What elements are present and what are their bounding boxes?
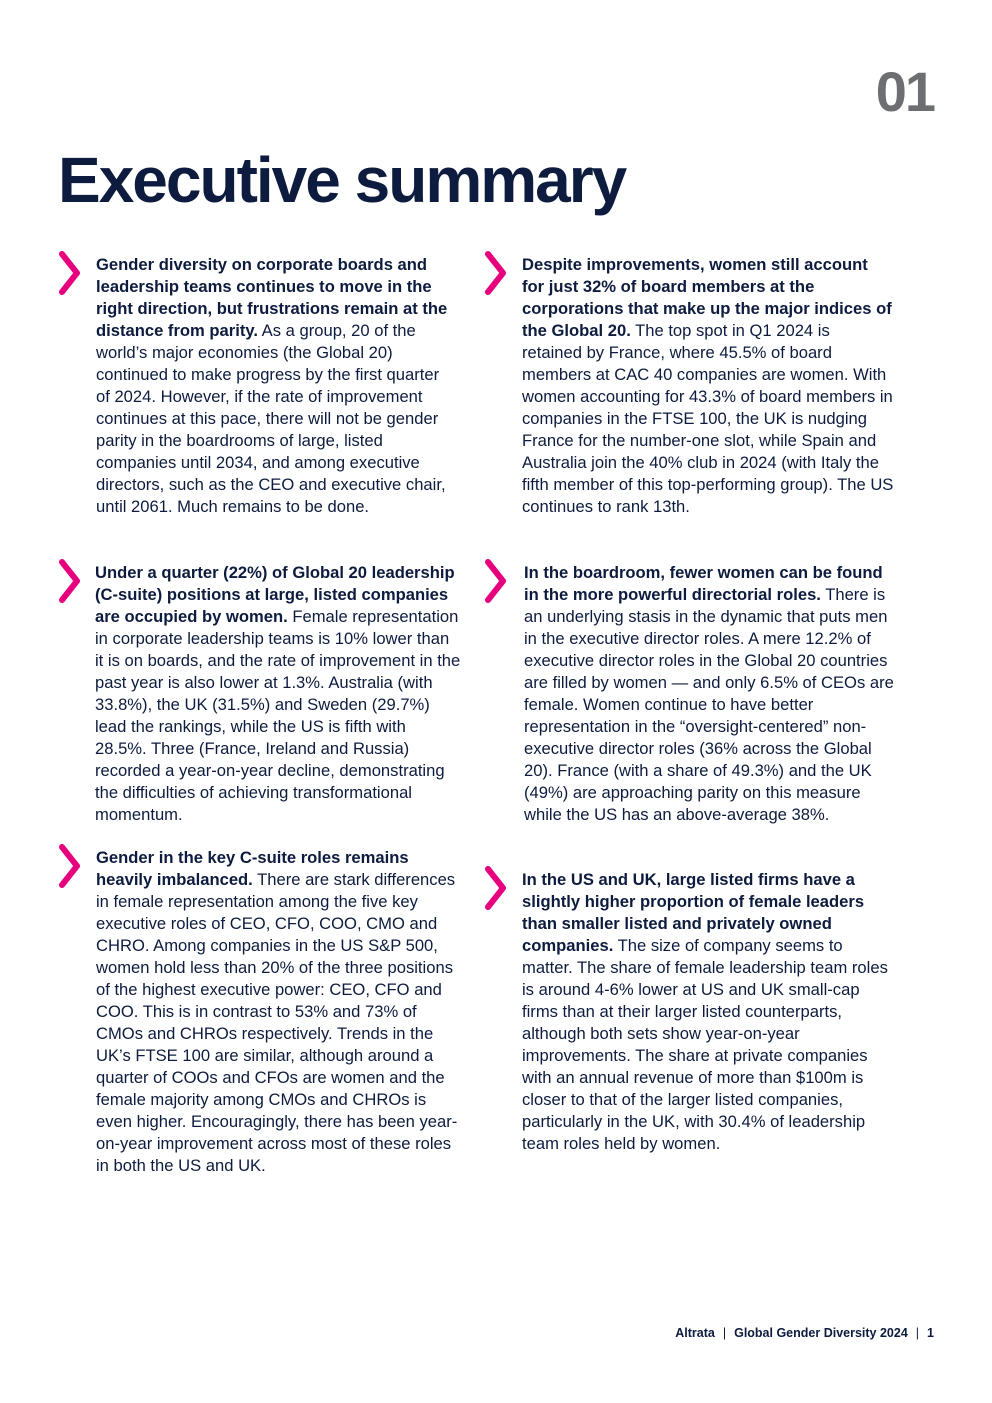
summary-item-board-share [484, 250, 894, 518]
summary-body: The top spot in Q1 2024 is retained by France, where 45.5% of board members at CAC 40 companies are women. With women accounting for 43.3% of board members in companies in the FTSE 100, the UK is nudging France for the number-one slot, while Spain and Australia join the 40% club in 2024 (with Italy the fifth member of this top-performing group). The US continues to rank 13th. [522, 321, 894, 516]
summary-lead: Under a quarter (22%) of Global 20 leadership (C-suite) positions at large, listed companies are occupied by women. [95, 563, 455, 626]
footer-separator: | [722, 1326, 727, 1340]
summary-item-csuite-roles [58, 843, 458, 1177]
chevron-right-icon [58, 250, 82, 296]
summary-body: As a group, 20 of the world’s major economies (the Global 20) continued to make progress by the first quarter of 2024. However, if the rate of improvement continues at this pace, there will not be gender parity in the boardrooms of large, listed companies until 2034, and among executive directors, such as the CEO and executive chair, until 2061. Much remains to be done. [96, 321, 446, 516]
summary-lead: In the US and UK, large listed firms have a slightly higher proportion of female leaders than smaller listed and privately owned companies. [522, 870, 865, 955]
page-title: Executive summary [58, 144, 626, 216]
chevron-right-icon [58, 843, 82, 889]
summary-lead: Gender in the key C-suite roles remains heavily imbalanced. [96, 848, 409, 889]
summary-paragraph [96, 843, 458, 1177]
summary-paragraph [522, 865, 894, 1155]
chevron-right-icon [484, 865, 508, 911]
chevron-right-icon [484, 558, 508, 604]
summary-lead: Gender diversity on corporate boards and leadership teams continues to move in the right direction, but frustrations remain at the distance from parity. [96, 255, 448, 340]
summary-body: Female representation in corporate leadership teams is 10% lower than it is on boards, and the rate of improvement in the past year is also lower at 1.3%. Australia (with 33.8%), the UK (31.5%) and Sweden (29.7%) lead the rankings, while the US is fifth with 28.5%. Three (France, Ireland and Russia) recorded a year-on-year decline, demonstrating the difficulties of achieving transformational momentum. [95, 607, 461, 824]
summary-item-csuite-share [58, 558, 462, 826]
chevron-right-icon [58, 558, 82, 604]
summary-body: There is an underlying stasis in the dynamic that puts men in the executive director roles. A mere 12.2% of executive director roles in the Global 20 countries are filled by women — and only 6.5% of CEOs are female. Women continue to have better representation in the “oversight-centered” non-executive director roles (36% across the Global 20). France (with a share of 49.3%) and the UK (49%) are approaching parity on this measure while the US has an above-average 38%. [524, 585, 894, 824]
summary-item-board-diversity [58, 250, 448, 518]
summary-lead: Despite improvements, women still account for just 32% of board members at the corporations that make up the major indices of the Global 20. [522, 255, 892, 340]
page-footer [675, 1326, 934, 1340]
summary-lead: In the boardroom, fewer women can be found in the more powerful directorial roles. [524, 563, 883, 604]
summary-item-company-size [484, 865, 894, 1155]
footer-brand: Altrata [675, 1326, 715, 1340]
footer-separator: | [915, 1326, 920, 1340]
summary-paragraph [524, 558, 900, 826]
footer-publication: Global Gender Diversity 2024 [734, 1326, 908, 1340]
summary-paragraph [522, 250, 894, 518]
summary-paragraph [96, 250, 448, 518]
chevron-right-icon [484, 250, 508, 296]
summary-paragraph [95, 558, 462, 826]
footer-page-number: 1 [927, 1326, 934, 1340]
section-number: 01 [875, 60, 934, 123]
summary-body: The size of company seems to matter. The share of female leadership team roles is around 4-6% lower at US and UK small-cap firms than at their larger listed counterparts, although both sets show year-on-year improvements. The share at private companies with an annual revenue of more than $100m is closer to that of the larger listed companies, particularly in the UK, with 30.4% of leadership team roles held by women. [522, 936, 888, 1153]
summary-body: There are stark differences in female representation among the five key executive roles of CEO, CFO, COO, CMO and CHRO. Among companies in the US S&P 500, women hold less than 20% of the three positions of the highest executive power: CEO, CFO and COO. This is in contrast to 53% and 73% of CMOs and CHROs respectively. Trends in the UK’s FTSE 100 are similar, although around a quarter of COOs and CFOs are women and the female majority among CMOs and CHROs is even higher. Encouragingly, there has been year-on-year improvement across most of these roles in both the US and UK. [96, 870, 458, 1175]
summary-item-directorial-roles [484, 558, 900, 826]
